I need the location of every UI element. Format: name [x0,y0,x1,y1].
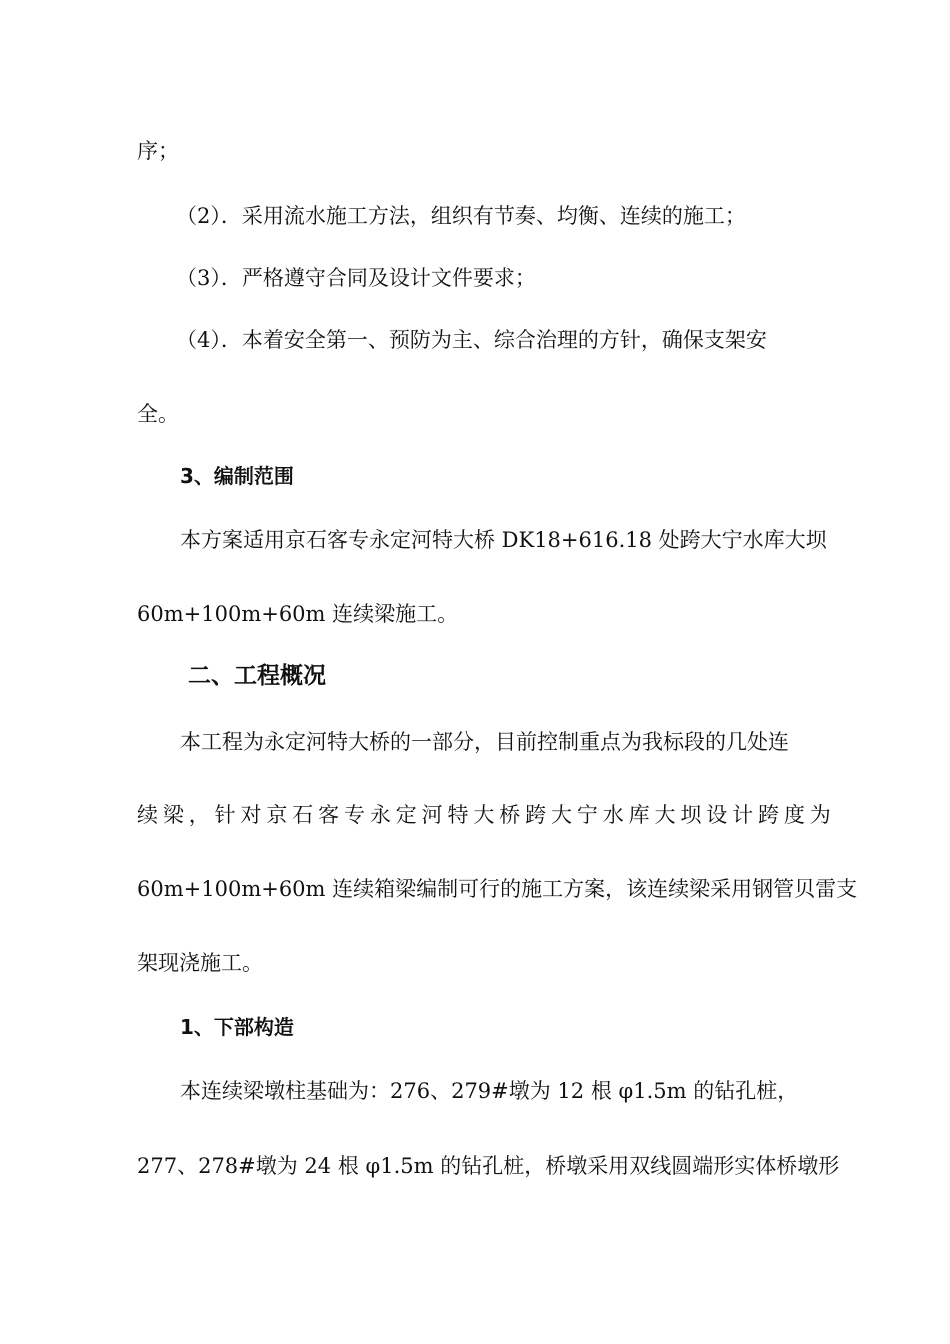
glyph: 特 [447,803,469,827]
section-heading-scope: 3、编制范围 [180,464,294,488]
glyph: 梁 [162,803,184,827]
glyph: 针 [214,803,236,827]
list-item-2: （2）．采用流水施工方法，组织有节奏、均衡、连续的施工； [176,204,746,228]
glyph: 专 [344,803,365,827]
glyph: 续 [137,803,158,827]
glyph: 坝 [680,803,702,827]
paragraph-line: 序； [137,139,179,163]
paragraph-line: 本方案适用京石客专永定河特大桥 DK18+616.18 处跨大宁水库大坝 [180,528,827,552]
glyph: 河 [421,803,443,827]
list-item-4: （4）．本着安全第一、预防为主、综合治理的方针，确保支架安 [176,328,767,352]
chapter-heading-overview: 二、工程概况 [188,663,326,689]
glyph: 定 [395,803,417,827]
glyph: 大 [551,803,572,827]
glyph: 跨 [758,803,779,827]
glyph: 桥 [499,803,521,827]
glyph: 跨 [525,803,547,827]
glyph: 度 [783,803,805,827]
glyph: 对 [240,803,262,827]
section-heading-substructure: 1、下部构造 [180,1015,294,1039]
paragraph-line: 本工程为永定河特大桥的一部分，目前控制重点为我标段的几处连 [180,730,789,754]
glyph: 石 [292,803,314,827]
glyph: 水 [602,803,624,827]
paragraph-line: 架现浇施工。 [137,951,263,975]
paragraph-line: 60m+100m+60m 连续箱梁编制可行的施工方案，该连续梁采用钢管贝雷支 [137,877,858,901]
glyph: 大 [473,803,495,827]
glyph: 设 [706,803,728,827]
glyph: ， [188,803,210,827]
paragraph-line: 60m+100m+60m 连续梁施工。 [137,602,459,626]
glyph: 库 [628,803,650,827]
glyph: 永 [369,803,391,827]
paragraph-line: 277、278#墩为 24 根 φ1.5m 的钻孔桩，桥墩采用双线圆端形实体桥墩形 [137,1154,840,1178]
paragraph-line: 本连续梁墩柱基础为：276、279#墩为 12 根 φ1.5m 的钻孔桩， [180,1079,799,1103]
glyph: 宁 [576,803,598,827]
list-item-3: （3）．严格遵守合同及设计文件要求； [176,266,536,290]
paragraph-line: 全。 [137,402,179,426]
glyph: 计 [732,803,754,827]
paragraph-line-justified [137,802,831,828]
glyph: 客 [318,803,340,827]
glyph: 为 [809,803,831,827]
glyph: 京 [266,803,288,827]
glyph: 大 [654,803,676,827]
